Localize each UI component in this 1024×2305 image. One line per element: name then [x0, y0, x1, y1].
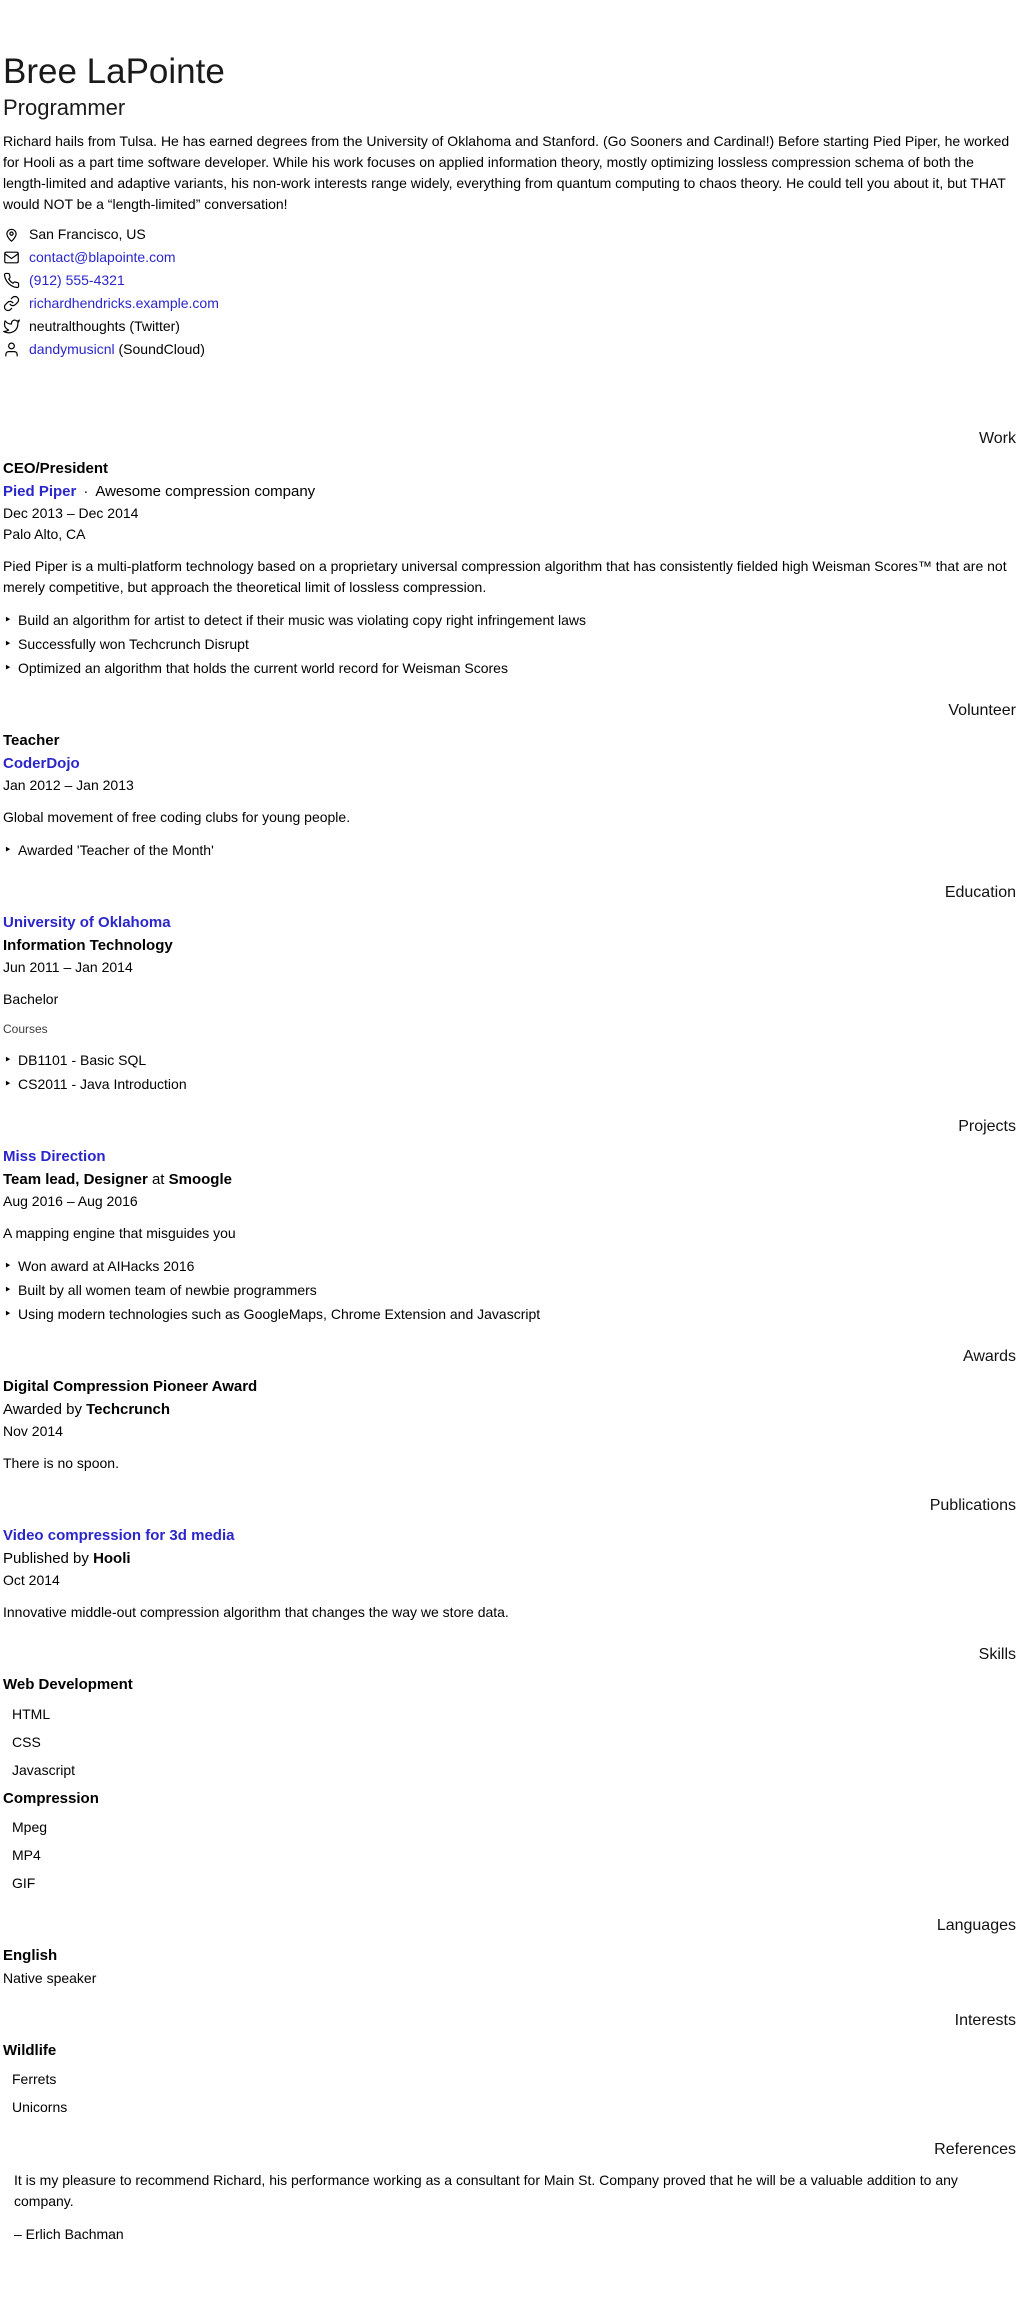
publication-name-line [3, 1525, 1016, 1548]
education-dates: Jun 2011 – Jan 2014 [3, 959, 133, 976]
volunteer-summary: Global movement of free coding clubs for young people. [3, 809, 351, 826]
skill-group-name: Compression [3, 1789, 99, 1807]
publication-name-link[interactable]: Video compression for 3d media [3, 1527, 235, 1545]
publication-publisher: Hooli [93, 1549, 131, 1567]
section-awards [3, 1345, 1016, 1474]
education-courses [3, 1050, 1016, 1095]
awards-section-heading: Awards [962, 1348, 1016, 1366]
publication-entry [3, 1525, 1016, 1623]
volunteer-organization-line [3, 753, 1016, 776]
interest-keyword: Ferrets [12, 2071, 57, 2088]
volunteer-highlights [3, 840, 1016, 861]
contact-item-location [3, 224, 1016, 245]
section-education [3, 881, 1016, 1095]
education-institution-link[interactable]: University of Oklahoma [3, 914, 171, 932]
section-work [3, 427, 1016, 679]
skill-group [3, 1674, 1016, 1781]
publication-date: Oct 2014 [3, 1572, 60, 1589]
skill-keyword: CSS [12, 1733, 41, 1750]
references-section-heading: References [934, 2141, 1016, 2159]
project-name-link[interactable]: Miss Direction [3, 1148, 106, 1166]
twitter-handle-text: neutralthoughts (Twitter) [29, 318, 180, 335]
publications-section-heading: Publications [929, 1497, 1016, 1515]
resume-header [3, 50, 1016, 360]
name-heading: Bree LaPointe [3, 52, 225, 91]
project-description: A mapping engine that misguides you [3, 1225, 236, 1242]
education-course-item: ‣ DB1101 - Basic SQL [3, 1050, 1016, 1071]
contact-location-text: San Francisco, US [29, 226, 146, 243]
skill-keyword: MP4 [12, 1847, 41, 1864]
award-title: Digital Compression Pioneer Award [3, 1378, 258, 1396]
work-company-description: Awesome compression company [95, 482, 316, 500]
volunteer-position: Teacher [3, 732, 60, 750]
soundcloud-text [29, 339, 205, 360]
soundcloud-link[interactable]: dandymusicnl [29, 341, 115, 358]
skill-keywords [3, 1817, 1016, 1894]
project-roles: Team lead, Designer [3, 1170, 148, 1188]
award-awarder-line [3, 1399, 1016, 1422]
skill-keyword: Javascript [12, 1761, 76, 1778]
education-course-item: ‣ CS2011 - Java Introduction [3, 1074, 1016, 1095]
language-name: English [3, 1947, 58, 1965]
contact-item-website [3, 293, 1016, 314]
work-company-line [3, 481, 1016, 504]
project-highlights [3, 1256, 1016, 1325]
section-skills [3, 1643, 1016, 1894]
soundcloud-suffix: (SoundCloud) [114, 341, 205, 358]
publication-publisher-line [3, 1548, 1016, 1571]
section-interests [3, 2009, 1016, 2119]
award-summary: There is no spoon. [3, 1455, 119, 1472]
skill-group-name: Web Development [3, 1676, 133, 1694]
work-dates: Dec 2013 – Dec 2014 [3, 505, 139, 522]
published-by-prefix: Published by [3, 1549, 94, 1567]
dot-separator: · [83, 482, 89, 500]
project-dates: Aug 2016 – Aug 2016 [3, 1193, 138, 1210]
volunteer-highlight-item: ‣ Awarded 'Teacher of the Month' [3, 840, 1016, 861]
project-highlight-item: ‣ Won award at AIHacks 2016 [3, 1256, 1016, 1277]
awarded-by-prefix: Awarded by [3, 1400, 87, 1418]
publication-summary: Innovative middle-out compression algorithm that changes the way we store data. [3, 1604, 509, 1621]
education-area: Information Technology [3, 936, 173, 954]
link-icon [3, 295, 20, 312]
education-study-type: Bachelor [3, 991, 59, 1008]
work-company-link[interactable]: Pied Piper [3, 482, 77, 500]
contact-list [3, 224, 1016, 360]
skill-keyword: HTML [12, 1705, 51, 1722]
reference-quote: It is my pleasure to recommend Richard, his performance working as a consultant for Main St. Company proved that he will be a valuable addition to any company. [14, 2172, 958, 2210]
phone-link[interactable]: (912) 555-4321 [29, 272, 125, 289]
twitter-icon [3, 318, 20, 335]
skills-section-heading: Skills [978, 1646, 1016, 1664]
volunteer-section-heading: Volunteer [948, 702, 1016, 720]
project-name-line [3, 1146, 1016, 1169]
work-highlight-item: ‣ Build an algorithm for artist to detect if their music was violating copy right infringement laws [3, 610, 1016, 631]
bio-summary: Richard hails from Tulsa. He has earned degrees from the University of Oklahoma and Stanford. (Go Sooners and Cardinal!) Before starting Pied Piper, he worked for Hooli as a part time software developer. While his work focuses on applied information theory, mostly optimizing lossless compression schema of both the length-limited and adaptive variants, his non-work interests range widely, everything from quantum computing to chaos theory. He could tell you about it, but THAT would NOT be a “length-limited” conversation! [3, 133, 1010, 213]
volunteer-organization-link[interactable]: CoderDojo [3, 754, 80, 772]
work-highlight-item: ‣ Successfully won Techcrunch Disrupt [3, 634, 1016, 655]
award-entry [3, 1376, 1016, 1474]
skill-keyword: GIF [12, 1875, 36, 1892]
languages-section-heading: Languages [936, 1917, 1016, 1935]
project-entry [3, 1146, 1016, 1325]
language-fluency: Native speaker [3, 1969, 97, 1986]
interests-section-heading: Interests [954, 2011, 1016, 2029]
work-position: CEO/President [3, 460, 109, 478]
contact-item-twitter [3, 316, 1016, 337]
location-pin-icon [3, 226, 20, 243]
skill-keyword: Mpeg [12, 1819, 48, 1836]
work-summary: Pied Piper is a multi-platform technology based on a proprietary universal compression algorithm that has consistently fielded high Weisman Scores™ that are not merely competitive, but approach the theoretical limit of lossless compression. [3, 558, 1007, 596]
section-languages [3, 1914, 1016, 1989]
work-highlight-item: ‣ Optimized an algorithm that holds the current world record for Weisman Scores [3, 658, 1016, 679]
education-entry [3, 912, 1016, 1095]
project-roles-line [3, 1169, 1016, 1192]
job-title: Programmer [3, 94, 126, 120]
interest-group-name: Wildlife [3, 2041, 57, 2059]
section-volunteer [3, 699, 1016, 861]
website-link[interactable]: richardhendricks.example.com [29, 295, 219, 312]
profile-person-icon [3, 341, 20, 358]
contact-item-email [3, 247, 1016, 268]
volunteer-entry [3, 730, 1016, 861]
skill-keywords [3, 1704, 1016, 1781]
section-projects [3, 1115, 1016, 1325]
work-highlights [3, 610, 1016, 679]
education-institution-line [3, 912, 1016, 935]
project-at-word: at [147, 1170, 169, 1188]
skill-group [3, 1788, 1016, 1895]
project-highlight-item: ‣ Using modern technologies such as GoogleMaps, Chrome Extension and Javascript [3, 1304, 1016, 1325]
work-location: Palo Alto, CA [3, 526, 86, 543]
contact-item-phone [3, 270, 1016, 291]
interest-keywords [3, 2069, 1016, 2118]
interest-keyword: Unicorns [12, 2099, 68, 2116]
project-highlight-item: ‣ Built by all women team of newbie programmers [3, 1280, 1016, 1301]
section-references [3, 2138, 1016, 2245]
education-courses-label: Courses [3, 1022, 48, 1037]
contact-item-soundcloud [3, 339, 1016, 360]
award-awarder: Techcrunch [86, 1400, 171, 1418]
volunteer-dates: Jan 2012 – Jan 2013 [3, 777, 134, 794]
reference-attribution: – Erlich Bachman [14, 2226, 124, 2243]
phone-icon [3, 272, 20, 289]
work-entry [3, 458, 1016, 679]
project-entity: Smoogle [168, 1170, 232, 1188]
education-section-heading: Education [944, 884, 1016, 902]
section-publications [3, 1494, 1016, 1623]
award-date: Nov 2014 [3, 1423, 63, 1440]
work-section-heading: Work [978, 430, 1016, 448]
email-link[interactable]: contact@blapointe.com [29, 249, 176, 266]
projects-section-heading: Projects [958, 1118, 1016, 1136]
email-icon [3, 249, 20, 266]
